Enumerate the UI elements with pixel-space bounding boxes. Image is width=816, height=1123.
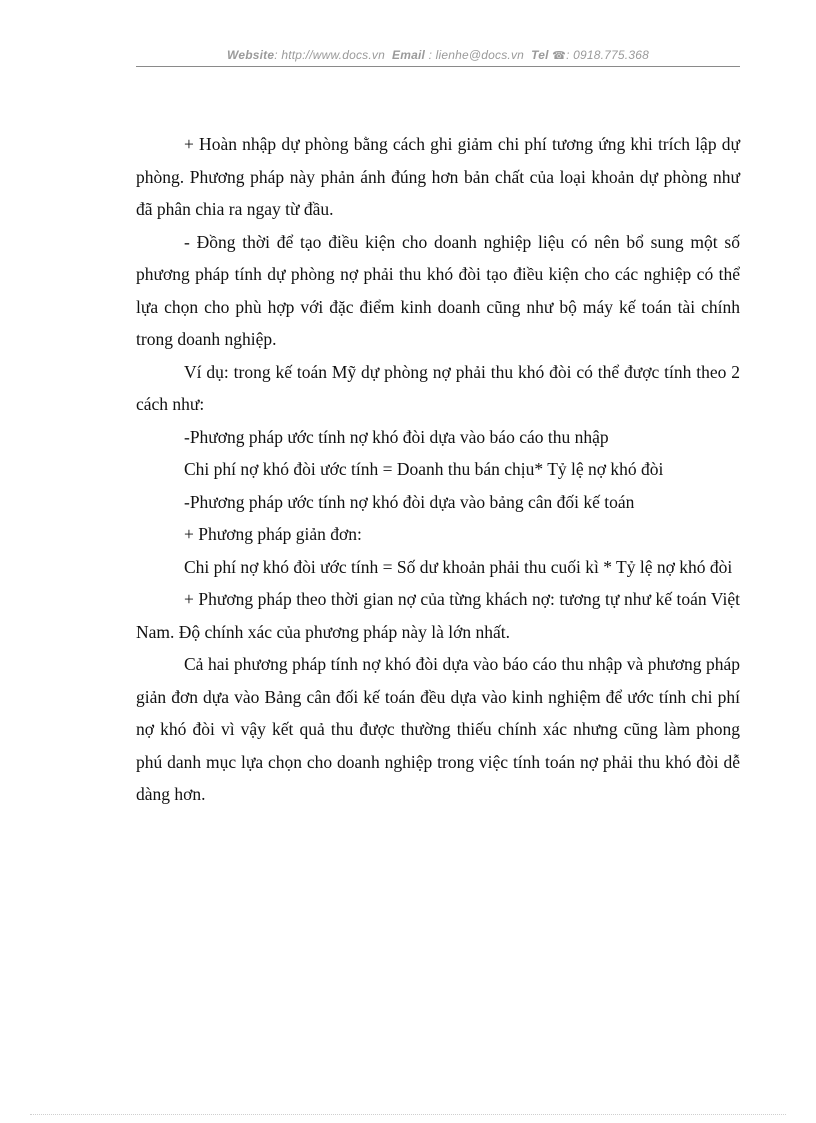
document-body — [136, 128, 740, 811]
paragraph-method-balance: -Phương pháp ước tính nợ khó đòi dựa vào bảng cân đối kế toán — [184, 491, 635, 512]
page-header — [136, 48, 740, 62]
email-label: Email — [392, 48, 426, 62]
header-divider — [136, 66, 740, 67]
website-value: : http://www.docs.vn — [274, 48, 385, 62]
tel-value: : 0918.775.368 — [566, 48, 649, 62]
paragraph-conclusion: Cả hai phương pháp tính nợ khó đòi dựa vào báo cáo thu nhập và phương pháp giản đơn dựa vào Bảng cân đối kế toán đều dựa vào kinh nghiệm để ước tính chi phí nợ khó đòi vì vậy kết quả thu được thường thiếu chính xác nhưng cũng làm phong phú danh mục lựa chọn cho doanh nghiệp trong việc tính toán nợ phải thu khó đòi dễ dàng hơn. — [136, 654, 740, 804]
website-label: Website — [227, 48, 275, 62]
paragraph-us-example: Ví dụ: trong kế toán Mỹ dự phòng nợ phải thu khó đòi có thể được tính theo 2 cách như: — [136, 361, 740, 414]
paragraph-formula-income: Chi phí nợ khó đòi ước tính = Doanh thu bán chịu* Tỷ lệ nợ khó đòi — [184, 459, 664, 479]
paragraph-formula-balance: Chi phí nợ khó đòi ước tính = Số dư khoản phải thu cuối kì * Tỷ lệ nợ khó đòi — [184, 556, 733, 577]
paragraph-reversal: + Hoàn nhập dự phòng bằng cách ghi giảm chi phí tương ứng khi trích lập dự phòng. Phương pháp này phản ánh đúng hơn bản chất của loại khoản dự phòng như đã phân chia ra ngay từ đầu. — [136, 134, 740, 219]
paragraph-simple-method: + Phương pháp giản đơn: — [184, 524, 362, 544]
footer-divider — [30, 1114, 786, 1115]
paragraph-aging-method: + Phương pháp theo thời gian nợ của từng khách nợ: tương tự như kế toán Việt Nam. Độ chính xác của phương pháp này là lớn nhất. — [136, 589, 740, 642]
email-value: : lienhe@docs.vn — [428, 48, 525, 62]
phone-icon: ☎ — [552, 50, 567, 62]
paragraph-method-income: -Phương pháp ước tính nợ khó đòi dựa vào báo cáo thu nhập — [184, 426, 609, 447]
paragraph-supplement: - Đồng thời để tạo điều kiện cho doanh nghiệp liệu có nên bổ sung một số phương pháp tính dự phòng nợ phải thu khó đòi tạo điều kiện cho các nghiệp có thể lựa chọn cho phù hợp với đặc điểm kinh doanh cũng như bộ máy kế toán tài chính trong doanh nghiệp. — [136, 231, 740, 349]
tel-label: Tel — [531, 48, 549, 62]
